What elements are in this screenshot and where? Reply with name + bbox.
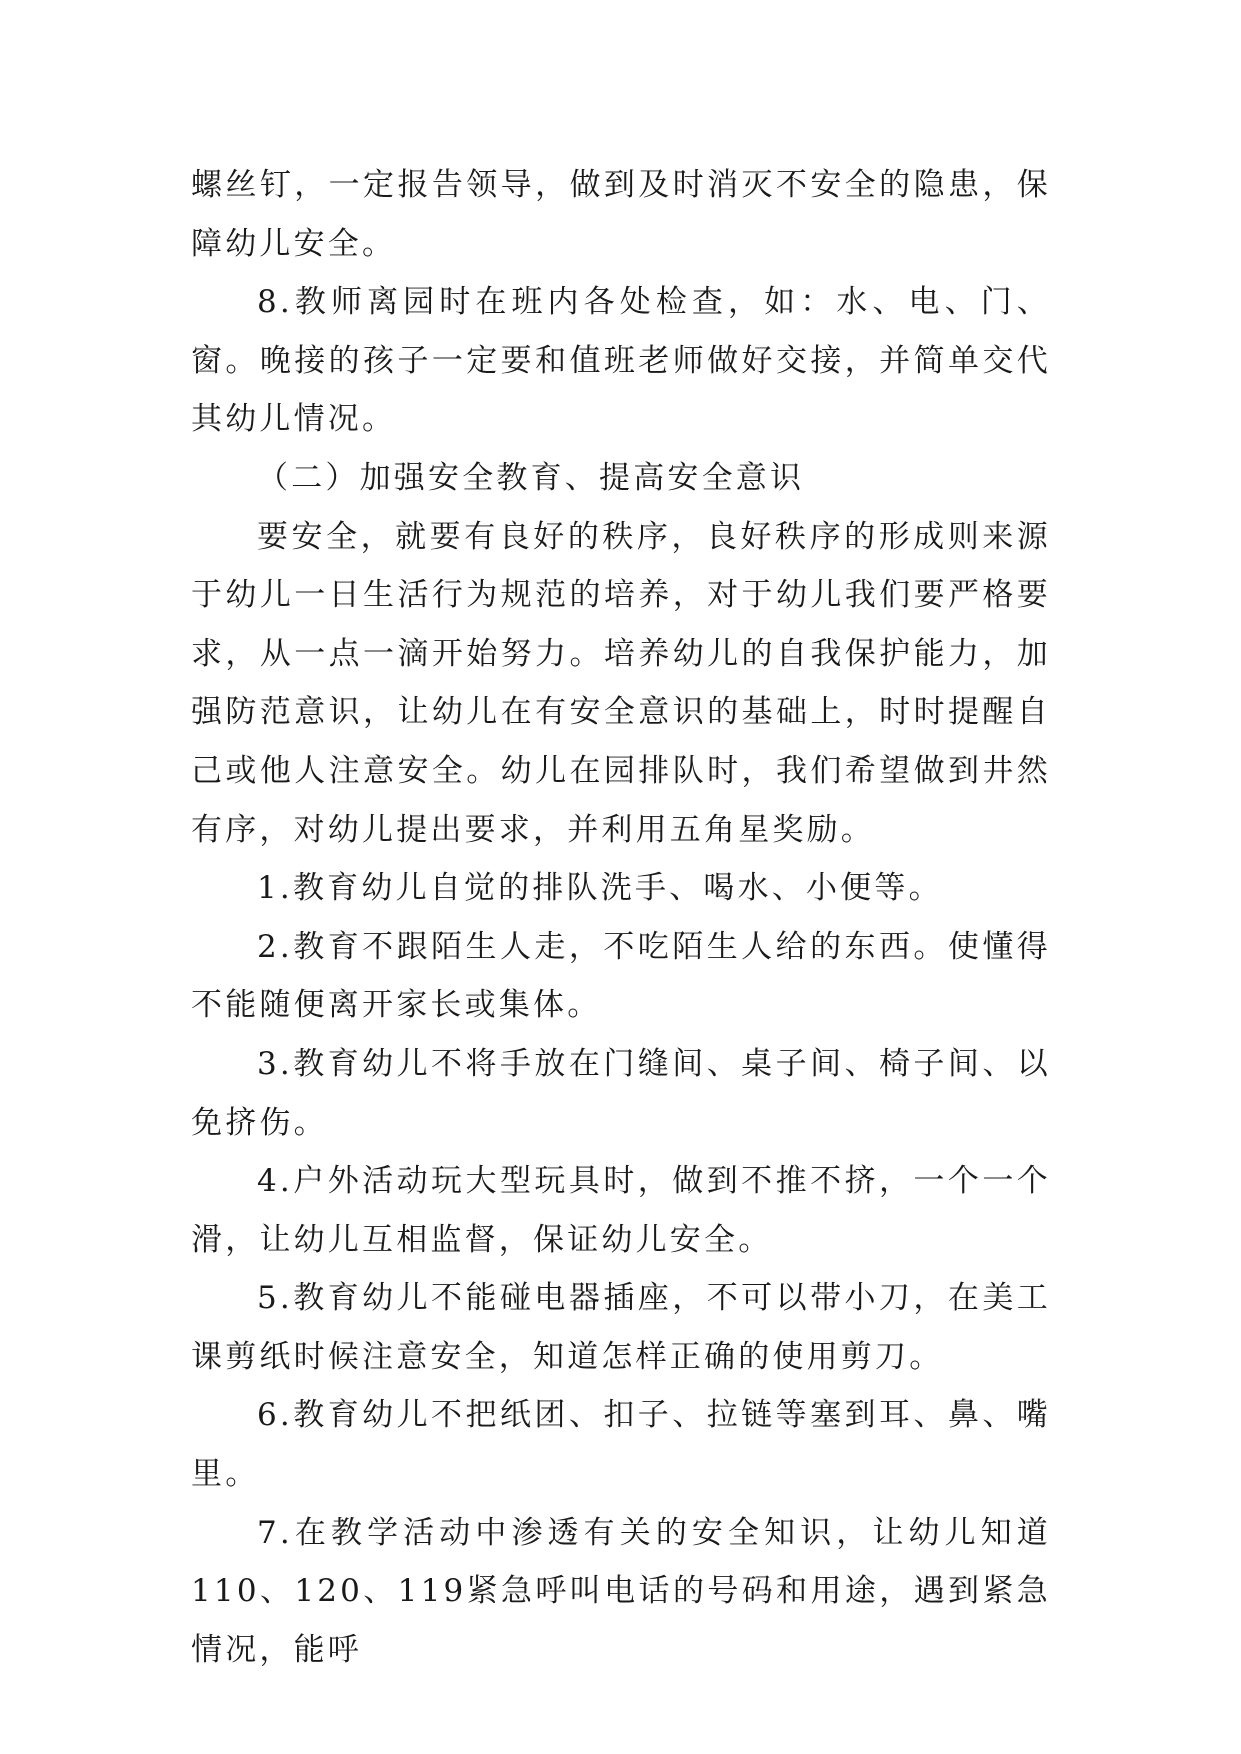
list-item-2: 2.教育不跟陌生人走，不吃陌生人给的东西。使懂得不能随便离开家长或集体。 xyxy=(191,928,1051,1024)
list-item-5: 5.教育幼儿不能碰电器插座，不可以带小刀，在美工课剪纸时候注意安全，知道怎样正确的使用剪刀。 xyxy=(191,1280,1051,1375)
list-item-6: 6.教育幼儿不把纸团、扣子、拉链等塞到耳、鼻、嘴里。 xyxy=(191,1397,1051,1493)
paragraph-item-8: 8.教师离园时在班内各处检查，如：水、电、门、窗。晚接的孩子一定要和值班老师做好交接，并简单交代其幼儿情况。 xyxy=(191,284,1051,438)
list-item-1: 1.教育幼儿自觉的排队洗手、喝水、小便等。 xyxy=(257,870,943,907)
section-heading: （二）加强安全教育、提高安全意识 xyxy=(257,459,805,496)
list-item-3: 3.教育幼儿不将手放在门缝间、桌子间、椅子间、以免挤伤。 xyxy=(191,1045,1051,1141)
paragraph-safety-hazard: 螺丝钉，一定报告领导，做到及时消灭不安全的隐患，保障幼儿安全。 xyxy=(191,167,1051,262)
list-item-4: 4.户外活动玩大型玩具时，做到不推不挤，一个一个滑，让幼儿互相监督，保证幼儿安全。 xyxy=(191,1163,1051,1258)
paragraph-intro: 要安全，就要有良好的秩序，良好秩序的形成则来源于幼儿一日生活行为规范的培养，对于幼儿我们要严格要求，从一点一滴开始努力。培养幼儿的自我保护能力，加强防范意识，让幼儿在有安全意识的基础上，时时提醒自己或他人注意安全。幼儿在园排队时，我们希望做到井然有序，对幼儿提出要求，并利用五角星奖励。 xyxy=(191,518,1051,848)
list-item-7: 7.在教学活动中渗透有关的安全知识，让幼儿知道110、120、119紧急呼叫电话的号码和用途，遇到紧急情况，能呼 xyxy=(191,1514,1051,1668)
document-body xyxy=(191,156,1051,1679)
